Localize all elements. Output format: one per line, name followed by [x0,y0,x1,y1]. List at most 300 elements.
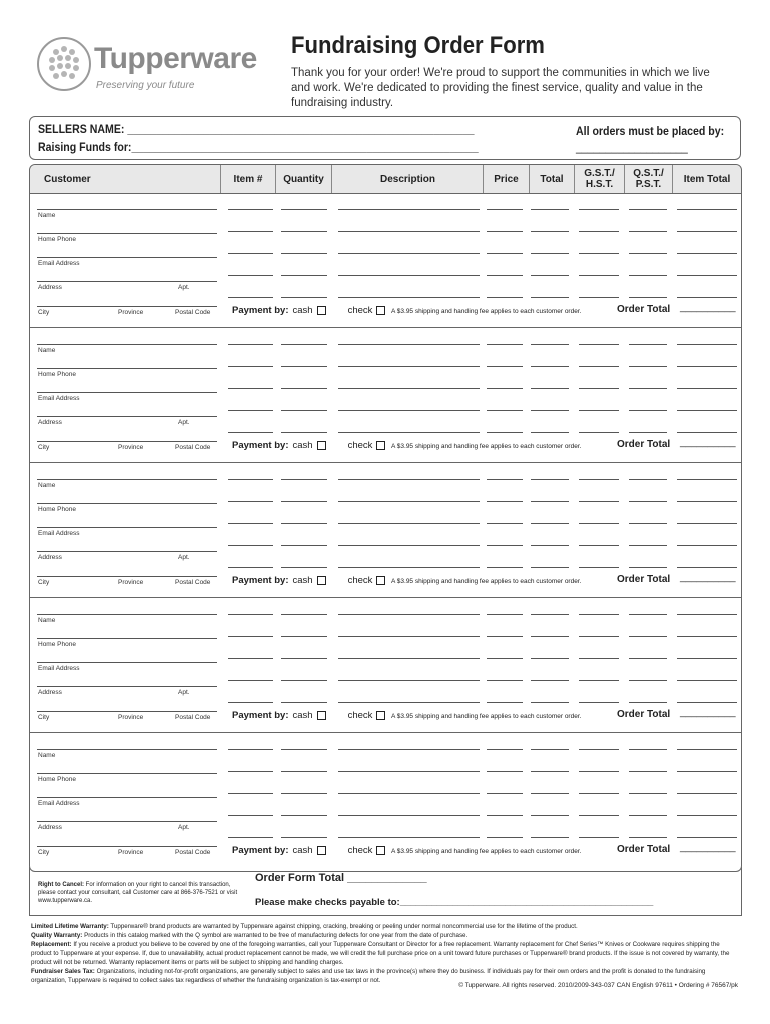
item-entry-line[interactable] [531,680,569,681]
item-entry-line[interactable] [677,545,737,546]
shipping-note: A $3.95 shipping and handling fee applies to each customer order. [391,848,582,855]
order-total-label: Order Total [617,304,671,315]
item-entry-line[interactable] [487,771,523,772]
item-entry-line[interactable] [338,388,480,389]
item-entry-line[interactable] [579,793,619,794]
check-checkbox[interactable] [376,576,385,585]
order-total-label: Order Total [617,709,671,720]
item-entry-line[interactable] [579,366,619,367]
label-postal-code: Postal Code [175,444,211,451]
item-entry-line[interactable] [629,410,667,411]
right-to-cancel-text: For information on your right to cancel this transaction, please contact your consultant, call Customer care at 866-376-7521 or visit www.tupperware.ca. [38,882,238,904]
cash-checkbox[interactable] [317,306,326,315]
item-entry-line[interactable] [281,432,327,433]
item-entry-line[interactable] [228,297,273,298]
label-province: Province [118,849,144,856]
label-email: Email Address [38,260,80,267]
item-entry-line[interactable] [579,432,619,433]
warranty-text [31,922,739,985]
item-entry-line[interactable] [629,523,667,524]
email-line[interactable] [37,257,217,258]
item-entry-line[interactable] [677,680,737,681]
item-entry-line[interactable] [338,749,480,750]
item-entry-line[interactable] [338,636,480,637]
item-entry-line[interactable] [338,344,480,345]
item-entry-line[interactable] [629,231,667,232]
item-entry-line[interactable] [579,771,619,772]
item-entry-line[interactable] [579,749,619,750]
lifetime-warranty-title: Limited Lifetime Warranty: [31,923,109,930]
col-customer: Customer [30,165,221,193]
label-apt: Apt. [178,689,190,696]
item-entry-line[interactable] [579,702,619,703]
item-entry-line[interactable] [531,432,569,433]
item-entry-line[interactable] [228,209,273,210]
item-entry-line[interactable] [281,658,327,659]
item-entry-line[interactable] [677,793,737,794]
item-entry-line[interactable] [629,275,667,276]
email-line[interactable] [37,527,217,528]
item-entry-line[interactable] [677,344,737,345]
item-entry-line[interactable] [228,275,273,276]
check-checkbox[interactable] [376,846,385,855]
item-entry-line[interactable] [487,636,523,637]
item-entry-line[interactable] [579,567,619,568]
item-entry-line[interactable] [677,749,737,750]
home-phone-line[interactable] [37,503,217,504]
address-line[interactable] [37,551,217,552]
item-entry-line[interactable] [531,614,569,615]
customer-order-block [30,328,741,463]
item-entry-line[interactable] [531,793,569,794]
email-line[interactable] [37,797,217,798]
item-entry-line[interactable] [629,614,667,615]
item-entry-line[interactable] [579,501,619,502]
item-entry-line[interactable] [487,275,523,276]
item-entry-line[interactable] [338,815,480,816]
address-line[interactable] [37,281,217,282]
item-entry-line[interactable] [677,636,737,637]
item-entry-line[interactable] [281,253,327,254]
item-entry-line[interactable] [531,837,569,838]
customer-name-line[interactable] [37,209,217,210]
cash-label: cash [292,845,313,856]
home-phone-line[interactable] [37,368,217,369]
label-name: Name [38,752,56,759]
item-entry-line[interactable] [228,636,273,637]
item-entry-line[interactable] [338,771,480,772]
item-entry-line[interactable] [487,614,523,615]
item-entry-line[interactable] [677,366,737,367]
cash-label: cash [292,305,313,316]
item-entry-line[interactable] [228,702,273,703]
customer-name-line[interactable] [37,749,217,750]
item-entry-line[interactable] [629,253,667,254]
item-entry-line[interactable] [281,231,327,232]
item-entry-line[interactable] [677,702,737,703]
item-entry-line[interactable] [531,344,569,345]
label-name: Name [38,482,56,489]
item-entry-line[interactable] [677,771,737,772]
label-home-phone: Home Phone [38,506,76,513]
item-entry-line[interactable] [629,567,667,568]
item-entry-line[interactable] [677,388,737,389]
item-entry-line[interactable] [629,545,667,546]
item-entry-line[interactable] [531,658,569,659]
item-entry-line[interactable] [487,231,523,232]
item-entry-line[interactable] [579,344,619,345]
item-entry-line[interactable] [531,501,569,502]
item-entry-line[interactable] [629,344,667,345]
item-entry-line[interactable] [487,410,523,411]
item-entry-line[interactable] [487,366,523,367]
item-entry-line[interactable] [487,523,523,524]
item-entry-line[interactable] [629,815,667,816]
item-entry-line[interactable] [338,231,480,232]
item-entry-line[interactable] [338,614,480,615]
item-entry-line[interactable] [338,479,480,480]
item-entry-line[interactable] [629,366,667,367]
item-entry-line[interactable] [338,658,480,659]
shipping-note: A $3.95 shipping and handling fee applies to each customer order. [391,713,582,720]
item-entry-line[interactable] [677,658,737,659]
label-postal-code: Postal Code [175,579,211,586]
item-entry-line[interactable] [629,432,667,433]
label-email: Email Address [38,800,80,807]
item-entry-line[interactable] [677,523,737,524]
payment-label: Payment by: [232,305,289,316]
order-form-total-field[interactable]: Order Form Total _____________ [255,872,427,884]
sellers-name-field[interactable]: SELLERS NAME: ___________________________________________________________ [38,124,475,136]
item-entry-line[interactable] [487,209,523,210]
item-entry-line[interactable] [487,344,523,345]
label-city: City [38,579,50,586]
item-entry-line[interactable] [281,366,327,367]
home-phone-line[interactable] [37,233,217,234]
address-line[interactable] [37,686,217,687]
quality-warranty-title: Quality Warranty: [31,932,83,939]
city-line[interactable] [37,711,217,712]
item-entry-line[interactable] [338,702,480,703]
email-line[interactable] [37,392,217,393]
item-entry-line[interactable] [228,815,273,816]
customer-name-line[interactable] [37,344,217,345]
city-line[interactable] [37,846,217,847]
city-line[interactable] [37,306,217,307]
item-entry-line[interactable] [487,680,523,681]
item-entry-line[interactable] [531,545,569,546]
check-label: check [347,440,373,451]
item-entry-line[interactable] [338,680,480,681]
item-entry-line[interactable] [281,837,327,838]
check-label: check [347,845,373,856]
cash-checkbox[interactable] [317,846,326,855]
item-entry-line[interactable] [629,771,667,772]
item-entry-line[interactable] [531,410,569,411]
item-entry-line[interactable] [338,501,480,502]
item-entry-line[interactable] [677,501,737,502]
item-entry-line[interactable] [677,614,737,615]
item-entry-line[interactable] [579,815,619,816]
cash-checkbox[interactable] [317,711,326,720]
item-entry-line[interactable] [579,297,619,298]
item-entry-line[interactable] [281,501,327,502]
label-province: Province [118,444,144,451]
item-entry-line[interactable] [281,636,327,637]
item-entry-line[interactable] [629,702,667,703]
item-entry-line[interactable] [531,209,569,210]
item-entry-line[interactable] [281,614,327,615]
item-entry-line[interactable] [677,275,737,276]
item-entry-line[interactable] [487,658,523,659]
item-entry-line[interactable] [487,432,523,433]
item-entry-line[interactable] [281,209,327,210]
label-postal-code: Postal Code [175,849,211,856]
order-total-label: Order Total [617,439,671,450]
quality-warranty-text: Products in this catalog marked with the Q symbol are warranted to be free of manufacturing defects for one year from the date of purchase. [84,932,468,939]
item-entry-line[interactable] [487,837,523,838]
item-entry-line[interactable] [281,771,327,772]
item-entry-line[interactable] [677,209,737,210]
order-total-field[interactable]: __________ [680,572,736,583]
item-entry-line[interactable] [281,545,327,546]
item-entry-line[interactable] [487,793,523,794]
item-entry-line[interactable] [338,432,480,433]
item-entry-line[interactable] [531,366,569,367]
item-entry-line[interactable] [531,636,569,637]
order-total-field[interactable]: __________ [680,707,736,718]
label-city: City [38,444,50,451]
orders-by-field[interactable]: ___________________ [576,142,688,154]
item-entry-line[interactable] [228,771,273,772]
label-city: City [38,849,50,856]
order-table [29,164,742,872]
item-entry-line[interactable] [531,231,569,232]
item-entry-line[interactable] [228,432,273,433]
item-entry-line[interactable] [579,410,619,411]
item-entry-line[interactable] [338,837,480,838]
cash-label: cash [292,440,313,451]
item-entry-line[interactable] [629,658,667,659]
item-entry-line[interactable] [531,297,569,298]
item-entry-line[interactable] [338,410,480,411]
home-phone-line[interactable] [37,638,217,639]
item-entry-line[interactable] [281,344,327,345]
item-entry-line[interactable] [487,388,523,389]
item-entry-line[interactable] [228,658,273,659]
item-entry-line[interactable] [531,275,569,276]
payment-label: Payment by: [232,845,289,856]
item-entry-line[interactable] [579,614,619,615]
item-entry-line[interactable] [629,479,667,480]
item-entry-line[interactable] [487,253,523,254]
item-entry-line[interactable] [487,567,523,568]
item-entry-line[interactable] [579,209,619,210]
check-checkbox[interactable] [376,441,385,450]
address-line[interactable] [37,821,217,822]
check-label: check [347,575,373,586]
item-entry-line[interactable] [281,702,327,703]
label-name: Name [38,212,56,219]
item-entry-line[interactable] [531,253,569,254]
label-name: Name [38,347,56,354]
customer-order-block [30,193,741,328]
item-entry-line[interactable] [228,614,273,615]
item-entry-line[interactable] [531,479,569,480]
logo-tagline: Preserving your future [96,80,195,91]
item-entry-line[interactable] [281,388,327,389]
customer-name-line[interactable] [37,479,217,480]
item-entry-line[interactable] [677,410,737,411]
item-entry-line[interactable] [487,702,523,703]
item-entry-line[interactable] [281,297,327,298]
item-entry-line[interactable] [228,479,273,480]
item-entry-line[interactable] [281,815,327,816]
check-label: check [347,710,373,721]
item-entry-line[interactable] [677,567,737,568]
item-entry-line[interactable] [579,231,619,232]
logo-brand: Tupperware [94,42,257,75]
table-header [30,165,741,194]
checks-payable-field[interactable]: Please make checks payable to:________________________________________________ [255,897,654,908]
item-entry-line[interactable] [338,297,480,298]
item-entry-line[interactable] [281,479,327,480]
item-entry-line[interactable] [281,275,327,276]
item-entry-line[interactable] [281,749,327,750]
city-line[interactable] [37,576,217,577]
item-entry-line[interactable] [228,388,273,389]
item-entry-line[interactable] [228,231,273,232]
logo-globe-icon [36,36,92,92]
item-entry-line[interactable] [531,567,569,568]
shipping-note: A $3.95 shipping and handling fee applies to each customer order. [391,308,582,315]
item-entry-line[interactable] [629,793,667,794]
item-entry-line[interactable] [338,523,480,524]
item-entry-line[interactable] [338,275,480,276]
item-entry-line[interactable] [228,410,273,411]
item-entry-line[interactable] [579,658,619,659]
item-entry-line[interactable] [338,253,480,254]
item-entry-line[interactable] [487,749,523,750]
item-entry-line[interactable] [228,749,273,750]
item-entry-line[interactable] [579,523,619,524]
label-province: Province [118,309,144,316]
item-entry-line[interactable] [338,209,480,210]
item-entry-line[interactable] [629,388,667,389]
payment-by [232,845,385,856]
item-entry-line[interactable] [281,523,327,524]
item-entry-line[interactable] [629,209,667,210]
item-entry-line[interactable] [677,231,737,232]
item-entry-line[interactable] [579,275,619,276]
check-checkbox[interactable] [376,306,385,315]
col-quantity: Quantity [276,165,332,193]
item-entry-line[interactable] [677,432,737,433]
item-entry-line[interactable] [281,410,327,411]
item-entry-line[interactable] [338,793,480,794]
item-entry-line[interactable] [629,749,667,750]
item-entry-line[interactable] [338,366,480,367]
item-entry-line[interactable] [228,545,273,546]
item-entry-line[interactable] [629,501,667,502]
item-entry-line[interactable] [629,680,667,681]
label-province: Province [118,579,144,586]
item-entry-line[interactable] [338,567,480,568]
item-entry-line[interactable] [677,479,737,480]
item-entry-line[interactable] [228,366,273,367]
col-item: Item # [221,165,276,193]
item-entry-line[interactable] [531,771,569,772]
item-entry-line[interactable] [629,297,667,298]
sales-tax-text: Organizations, including not-for-profit organizations, are generally subject to sales and use tax laws in the province(s) where they do business. If individuals pay for their own orders and the profit is donated to the fundraising organization, Tupperware is required to collect sales tax regardless of whether the fundraising organization is tax-exempt or not. [31,968,706,984]
item-entry-line[interactable] [228,567,273,568]
item-entry-line[interactable] [281,680,327,681]
item-entry-line[interactable] [677,837,737,838]
item-entry-line[interactable] [579,545,619,546]
item-entry-line[interactable] [228,523,273,524]
item-entry-line[interactable] [579,479,619,480]
raising-funds-field[interactable]: Raising Funds for:___________________________________________________________ [38,142,479,154]
item-entry-line[interactable] [281,793,327,794]
item-entry-line[interactable] [487,479,523,480]
item-entry-line[interactable] [677,297,737,298]
item-entry-line[interactable] [487,545,523,546]
item-entry-line[interactable] [579,388,619,389]
item-entry-line[interactable] [531,388,569,389]
item-entry-line[interactable] [579,253,619,254]
item-entry-line[interactable] [487,815,523,816]
item-entry-line[interactable] [338,545,480,546]
item-entry-line[interactable] [487,501,523,502]
item-entry-line[interactable] [228,793,273,794]
payment-label: Payment by: [232,710,289,721]
email-line[interactable] [37,662,217,663]
item-entry-line[interactable] [531,523,569,524]
city-line[interactable] [37,441,217,442]
home-phone-line[interactable] [37,773,217,774]
item-entry-line[interactable] [579,680,619,681]
item-entry-line[interactable] [579,636,619,637]
order-total-field[interactable]: __________ [680,302,736,313]
item-entry-line[interactable] [281,567,327,568]
item-entry-line[interactable] [677,253,737,254]
item-entry-line[interactable] [487,297,523,298]
item-entry-line[interactable] [629,837,667,838]
item-entry-line[interactable] [579,837,619,838]
right-to-cancel-title: Right to Cancel: [38,882,84,888]
item-entry-line[interactable] [228,344,273,345]
customer-order-block [30,463,741,598]
item-entry-line[interactable] [677,815,737,816]
item-entry-line[interactable] [228,680,273,681]
item-entry-line[interactable] [228,253,273,254]
item-entry-line[interactable] [531,749,569,750]
order-total-field[interactable]: __________ [680,842,736,853]
item-entry-line[interactable] [531,702,569,703]
cash-checkbox[interactable] [317,441,326,450]
cash-checkbox[interactable] [317,576,326,585]
item-entry-line[interactable] [228,837,273,838]
check-checkbox[interactable] [376,711,385,720]
item-entry-line[interactable] [228,501,273,502]
customer-name-line[interactable] [37,614,217,615]
item-entry-line[interactable] [531,815,569,816]
order-total-field[interactable]: __________ [680,437,736,448]
label-postal-code: Postal Code [175,309,211,316]
item-entry-line[interactable] [629,636,667,637]
address-line[interactable] [37,416,217,417]
customer-order-block [30,733,741,868]
